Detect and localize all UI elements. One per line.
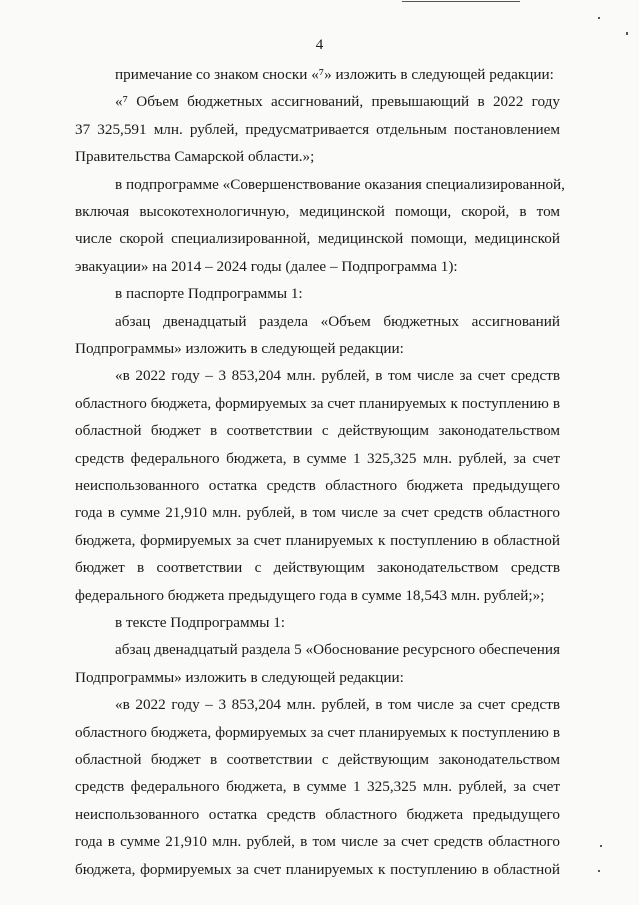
text-line: федерального бюджета предыдущего года в сумме 18,543 млн. рублей;»; [75,586,545,604]
text-line: абзац двенадцатый раздела 5 «Обоснование ресурсного обеспечения [115,641,561,659]
text-line: неиспользованного остатка средств областного бюджета предыдущего [75,477,560,494]
scan-artifact-dot [598,17,600,19]
text-line: Подпрограммы» изложить в следующей редакции: [75,668,404,686]
text-line: областной бюджет в соответствии с действующим законодательством [75,422,560,440]
text-line: Подпрограммы» изложить в следующей редакции: [75,340,404,357]
text-line: эвакуации» на 2014 – 2024 годы (далее – Подпрограмма 1): [75,257,458,275]
text-line: «в 2022 году – 3 853,204 млн. рублей, в том числе за счет средств [115,696,560,714]
scan-artifact-dot [626,32,628,35]
text-line: «в 2022 году – 3 853,204 млн. рублей, в том числе за счет средств [115,367,560,385]
text-line: областной бюджет в соответствии с действующим законодательством [75,751,560,768]
text-line: 37 325,591 млн. рублей, предусматривается отдельным постановлением [75,120,560,138]
text-line: в тексте Подпрограммы 1: [115,614,286,631]
text-line: областного бюджета, формируемых за счет планируемых к поступлению в [75,723,560,741]
text-line: в паспорте Подпрограммы 1: [115,285,303,303]
text-line: в подпрограмме «Совершенствование оказания специализированной, [115,175,565,193]
text-line: «⁷ Объем бюджетных ассигнований, превышающий в 2022 году [115,93,560,111]
scan-artifact-line [402,1,520,2]
text-line: Правительства Самарской области.»; [75,148,315,166]
text-line: бюджет в соответствии с действующим законодательством средств [75,559,560,577]
text-line: областного бюджета, формируемых за счет планируемых к поступлению в [75,394,560,412]
text-line: года в сумме 21,910 млн. рублей, в том числе за счет средств областного [75,504,560,522]
scan-artifact-dot [600,845,602,847]
text-line: бюджета, формируемых за счет планируемых к поступлению в областной [75,860,560,878]
page-number: 4 [315,37,324,53]
text-line: средств федерального бюджета, в сумме 1 325,325 млн. рублей, за счет [75,778,560,796]
scan-artifact-dot [598,870,600,872]
text-line: бюджета, формируемых за счет планируемых к поступлению в областной [75,531,560,549]
text-line: неиспользованного остатка средств областного бюджета предыдущего [75,805,560,823]
text-line: года в сумме 21,910 млн. рублей, в том числе за счет средств областного [75,833,560,851]
text-line: абзац двенадцатый раздела «Объем бюджетных ассигнований [115,312,560,330]
text-line: включая высокотехнологичную, медицинской помощи, скорой, в том [75,203,560,220]
text-line: средств федерального бюджета, в сумме 1 325,325 млн. рублей, за счет [75,449,560,467]
text-line: числе скорой специализированной, медицинской помощи, медицинской [75,230,560,248]
text-line: примечание со знаком сноски «⁷» изложить в следующей редакции: [115,66,554,83]
